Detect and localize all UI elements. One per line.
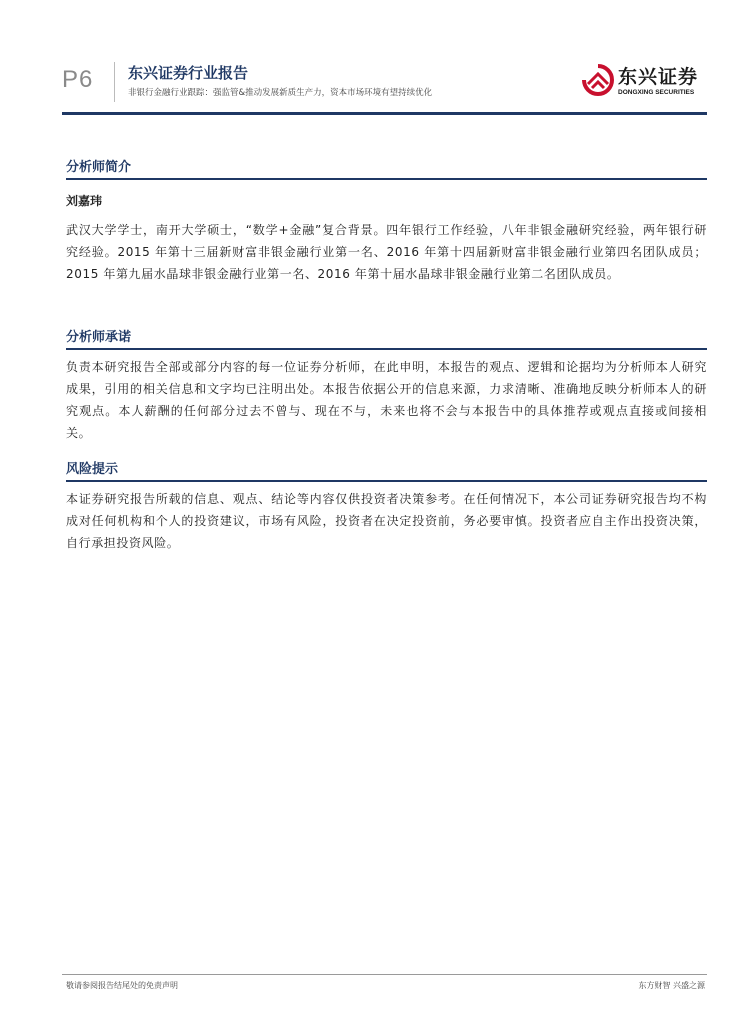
commitment-section bbox=[66, 328, 707, 444]
commitment-text: 负责本研究报告全部或部分内容的每一位证券分析师，在此申明，本报告的观点、逻辑和论据均为分析师本人研究成果，引用的相关信息和文字均已注明出处。本报告依据公开的信息来源，力求清晰、准确地反映分析师本人的研究观点。本人薪酬的任何部分过去不曾与、现在不与，未来也将不会与本报告中的具体推荐或观点直接或间接相关。 bbox=[66, 360, 707, 440]
risk-section bbox=[66, 460, 707, 554]
section-rule bbox=[66, 178, 707, 180]
report-title: 东兴证券行业报告 bbox=[128, 64, 249, 82]
page-header bbox=[62, 58, 707, 114]
section-title-commitment: 分析师承诺 bbox=[66, 330, 132, 345]
analyst-name: 刘嘉玮 bbox=[66, 194, 103, 208]
risk-text: 本证券研究报告所载的信息、观点、结论等内容仅供投资者决策参考。在任何情况下，本公司证券研究报告均不构成对任何机构和个人的投资建议，市场有风险，投资者在决定投资前，务必要审慎。投资者应自主作出投资决策，自行承担投资风险。 bbox=[66, 492, 707, 550]
analyst-section bbox=[66, 158, 707, 285]
footer-slogan: 东方财智 兴盛之源 bbox=[638, 981, 705, 990]
report-subtitle: 非银行金融行业跟踪：强监管&推动发展新质生产力，资本市场环境有望持续优化 bbox=[128, 88, 433, 98]
section-rule bbox=[66, 348, 707, 350]
page-number: P6 bbox=[62, 66, 94, 93]
header-divider bbox=[114, 62, 115, 102]
logo-emblem-icon bbox=[582, 64, 614, 96]
logo-chinese: 东兴证券 bbox=[618, 66, 699, 88]
section-rule bbox=[66, 480, 707, 482]
section-title-analyst: 分析师简介 bbox=[66, 160, 132, 175]
logo-english: DONGXING SECURITIES bbox=[618, 89, 695, 96]
footer-rule bbox=[62, 974, 707, 975]
section-title-risk: 风险提示 bbox=[66, 462, 119, 477]
footer-disclaimer-note: 敬请参阅报告结尾处的免责声明 bbox=[66, 981, 178, 990]
company-logo bbox=[582, 60, 707, 104]
analyst-bio: 武汉大学学士，南开大学硕士，“数学+金融”复合背景。四年银行工作经验，八年非银金融研究经验，两年银行研究经验。2015 年第十三届新财富非银金融行业第一名、2016 年第十四届新财富非银金融行业第四名团队成员；2015 年第九届水晶球非银金融行业第一名、2016 年第十届水晶球非银金融行业第二名团队成员。 bbox=[66, 223, 707, 281]
header-rule bbox=[62, 112, 707, 115]
